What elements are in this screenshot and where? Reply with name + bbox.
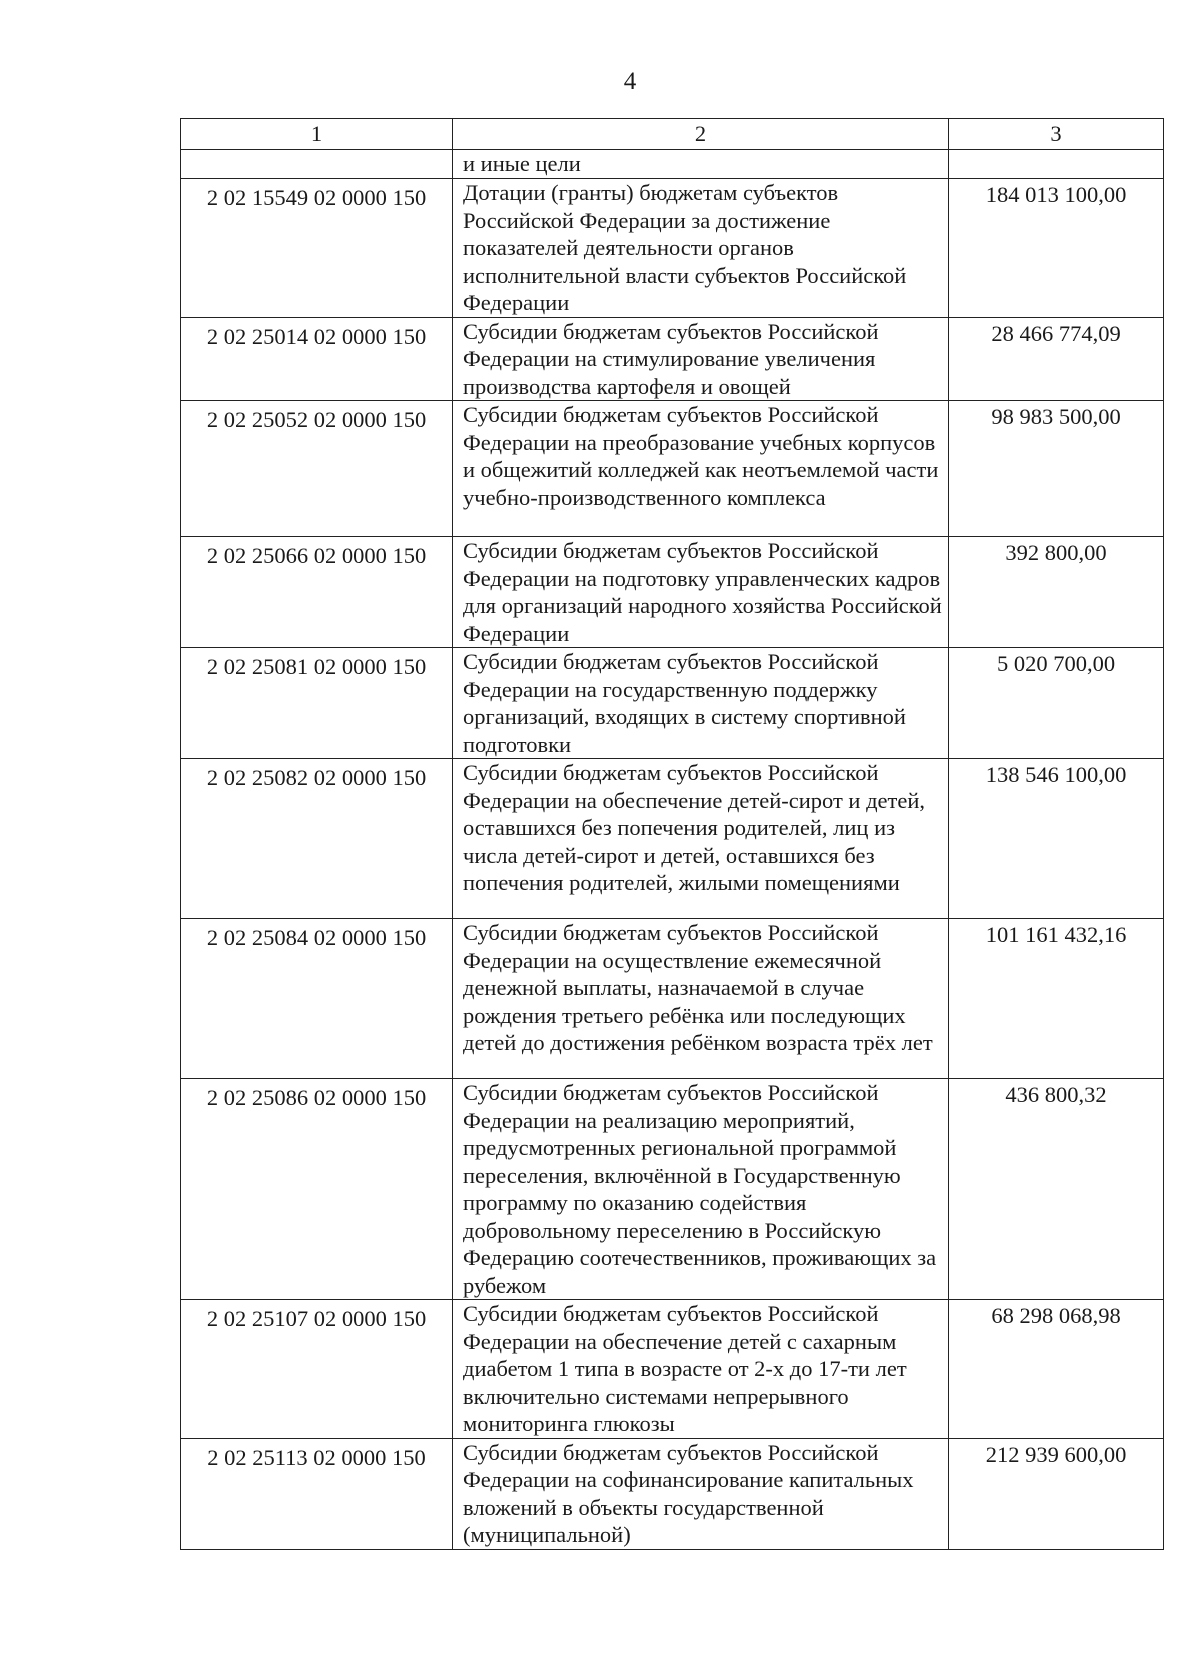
- row-description: Субсидии бюджетам субъектов Российской Федерации на софинансирование капитальных вложений в объекты государственной (муниципальной): [453, 1438, 949, 1549]
- table-row: [181, 919, 1164, 1079]
- row-amount: 98 983 500,00: [949, 401, 1164, 537]
- row-amount: 5 020 700,00: [949, 648, 1164, 759]
- table-row: [181, 317, 1164, 401]
- row-description: Субсидии бюджетам субъектов Российской Федерации на обеспечение детей-сирот и детей, оставшихся без попечения родителей, лиц из числа детей-сирот и детей, оставшихся без попечения родителей, жилыми помещениями: [453, 759, 949, 919]
- row-description: Субсидии бюджетам субъектов Российской Федерации на осуществление ежемесячной денежной выплаты, назначаемой в случае рождения третьего ребёнка или последующих детей до достижения ребёнком возраста трёх лет: [453, 919, 949, 1079]
- column-header-1: 1: [181, 119, 453, 150]
- continuation-amount-cell: [949, 150, 1164, 179]
- table-row: [181, 759, 1164, 919]
- continuation-row: [181, 150, 1164, 179]
- row-amount: 101 161 432,16: [949, 919, 1164, 1079]
- table-row: [181, 179, 1164, 318]
- row-description: Субсидии бюджетам субъектов Российской Федерации на подготовку управленческих кадров для организаций народного хозяйства Российской Федерации: [453, 537, 949, 648]
- table-row: [181, 1079, 1164, 1300]
- continuation-code-cell: [181, 150, 453, 179]
- row-amount: 138 546 100,00: [949, 759, 1164, 919]
- table-row: [181, 1438, 1164, 1549]
- row-description: Субсидии бюджетам субъектов Российской Федерации на обеспечение детей с сахарным диабетом 1 типа в возрасте от 2-х до 17-ти лет включительно системами непрерывного мониторинга глюкозы: [453, 1300, 949, 1439]
- row-description: Субсидии бюджетам субъектов Российской Федерации на стимулирование увеличения производства картофеля и овощей: [453, 317, 949, 401]
- row-code: 2 02 25052 02 0000 150: [181, 401, 453, 537]
- row-amount: 184 013 100,00: [949, 179, 1164, 318]
- row-code: 2 02 25113 02 0000 150: [181, 1438, 453, 1549]
- table-row: [181, 648, 1164, 759]
- table-row: [181, 537, 1164, 648]
- table-header-row: [181, 119, 1164, 150]
- row-description: Дотации (гранты) бюджетам субъектов Российской Федерации за достижение показателей деятельности органов исполнительной власти субъектов Российской Федерации: [453, 179, 949, 318]
- row-description: Субсидии бюджетам субъектов Российской Федерации на преобразование учебных корпусов и общежитий колледжей как неотъемлемой части учебно-производственного комплекса: [453, 401, 949, 537]
- row-code: 2 02 25084 02 0000 150: [181, 919, 453, 1079]
- row-code: 2 02 25082 02 0000 150: [181, 759, 453, 919]
- row-amount: 212 939 600,00: [949, 1438, 1164, 1549]
- row-code: 2 02 25014 02 0000 150: [181, 317, 453, 401]
- table-row: [181, 401, 1164, 537]
- table-row: [181, 1300, 1164, 1439]
- column-header-3: 3: [949, 119, 1164, 150]
- row-code: 2 02 25081 02 0000 150: [181, 648, 453, 759]
- row-code: 2 02 25107 02 0000 150: [181, 1300, 453, 1439]
- row-code: 2 02 25086 02 0000 150: [181, 1079, 453, 1300]
- row-description: Субсидии бюджетам субъектов Российской Федерации на государственную поддержку организаций, входящих в систему спортивной подготовки: [453, 648, 949, 759]
- row-amount: 392 800,00: [949, 537, 1164, 648]
- row-amount: 68 298 068,98: [949, 1300, 1164, 1439]
- continuation-description: и иные цели: [453, 150, 949, 179]
- row-code: 2 02 15549 02 0000 150: [181, 179, 453, 318]
- row-amount: 436 800,32: [949, 1079, 1164, 1300]
- budget-table: [180, 118, 1164, 1550]
- row-description: Субсидии бюджетам субъектов Российской Федерации на реализацию мероприятий, предусмотренных региональной программой переселения, включённой в Государственную программу по оказанию содействия добровольному переселению в Российскую Федерацию соотечественников, проживающих за рубежом: [453, 1079, 949, 1300]
- column-header-2: 2: [453, 119, 949, 150]
- row-amount: 28 466 774,09: [949, 317, 1164, 401]
- page-number: 4: [623, 68, 637, 95]
- row-code: 2 02 25066 02 0000 150: [181, 537, 453, 648]
